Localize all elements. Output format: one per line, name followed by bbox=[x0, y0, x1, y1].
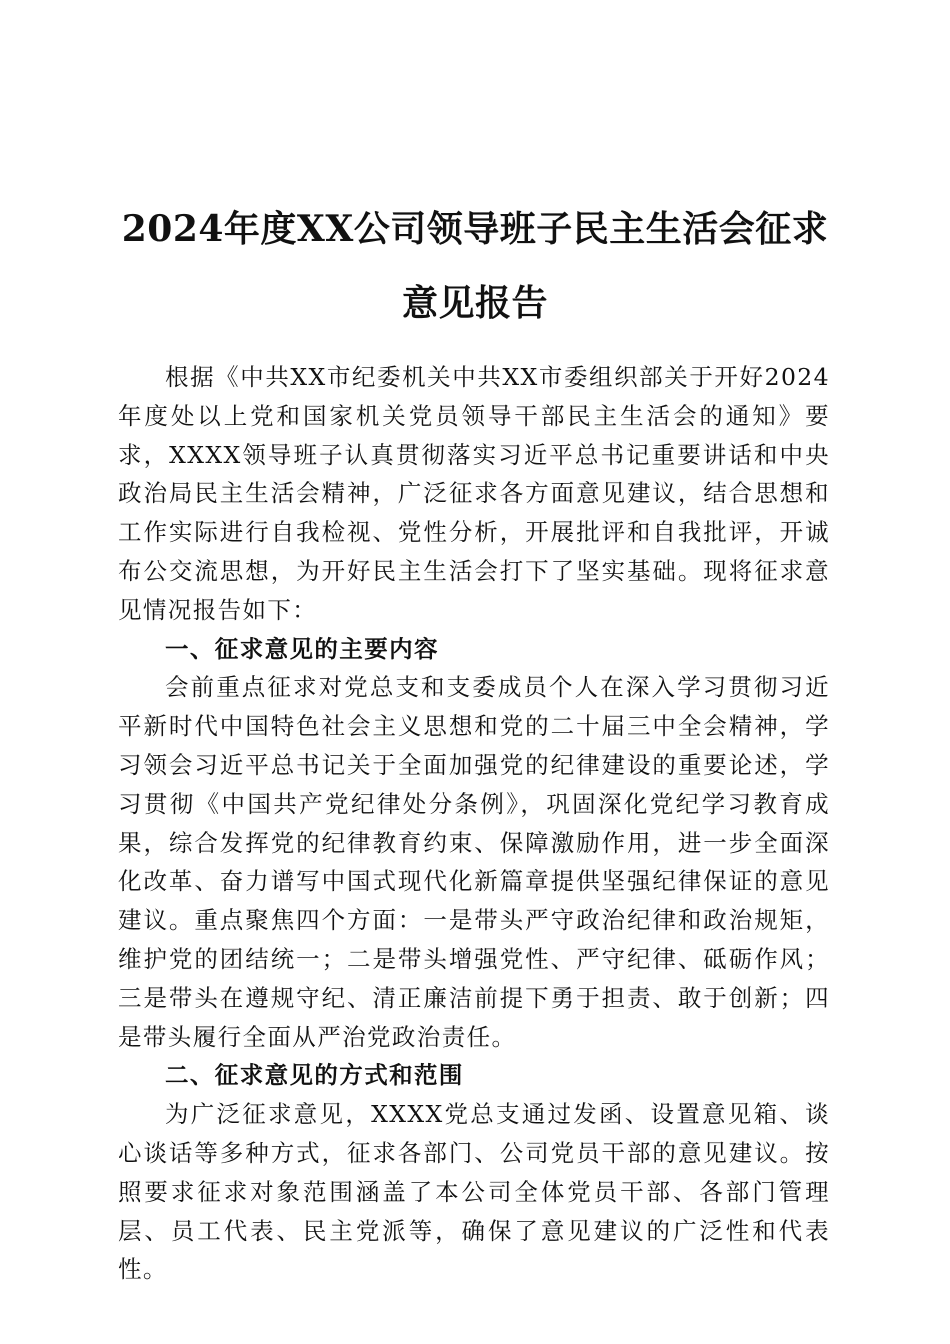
document-body bbox=[118, 358, 830, 1289]
section-heading: 二、征求意见的方式和范围 bbox=[165, 1061, 464, 1090]
section-heading: 一、征求意见的主要内容 bbox=[165, 634, 439, 663]
document-title: 2024年度XX公司领导班子民主生活会征求意见报告 bbox=[121, 208, 829, 325]
section-paragraph: 为广泛征求意见，XXXX党总支通过发函、设置意见箱、谈心谈话等多种方式，征求各部门、公司党员干部的意见建议。按照要求征求对象范围涵盖了本公司全体党员干部、各部门管理层、员工代表、民主党派等，确保了意见建议的广泛性和代表性。 bbox=[118, 1100, 830, 1284]
section-paragraph: 会前重点征求对党总支和支委成员个人在深入学习贯彻习近平新时代中国特色社会主义思想和党的二十届三中全会精神，学习领会习近平总书记关于全面加强党的纪律建设的重要论述，学习贯彻《中国共产党纪律处分条例》，巩固深化党纪学习教育成果，综合发挥党的纪律教育约束、保障激励作用，进一步全面深化改革、奋力谱写中国式现代化新篇章提供坚强纪律保证的意见建议。重点聚焦四个方面：一是带头严守政治纪律和政治规矩，维护党的团结统一；二是带头增强党性、严守纪律、砥砺作风；三是带头在遵规守纪、清正廉洁前提下勇于担责、敢于创新；四是带头履行全面从严治党政治责任。 bbox=[118, 673, 830, 1051]
intro-paragraph: 根据《中共XX市纪委机关中共XX市委组织部关于开好2024年度处以上党和国家机关党员领导干部民主生活会的通知》要求，XXXX领导班子认真贯彻落实习近平总书记重要讲话和中央政治局民主生活会精神，广泛征求各方面意见建议，结合思想和工作实际进行自我检视、党性分析，开展批评和自我批评，开诚布公交流思想，为开好民主生活会打下了坚实基础。现将征求意见情况报告如下： bbox=[118, 363, 830, 624]
